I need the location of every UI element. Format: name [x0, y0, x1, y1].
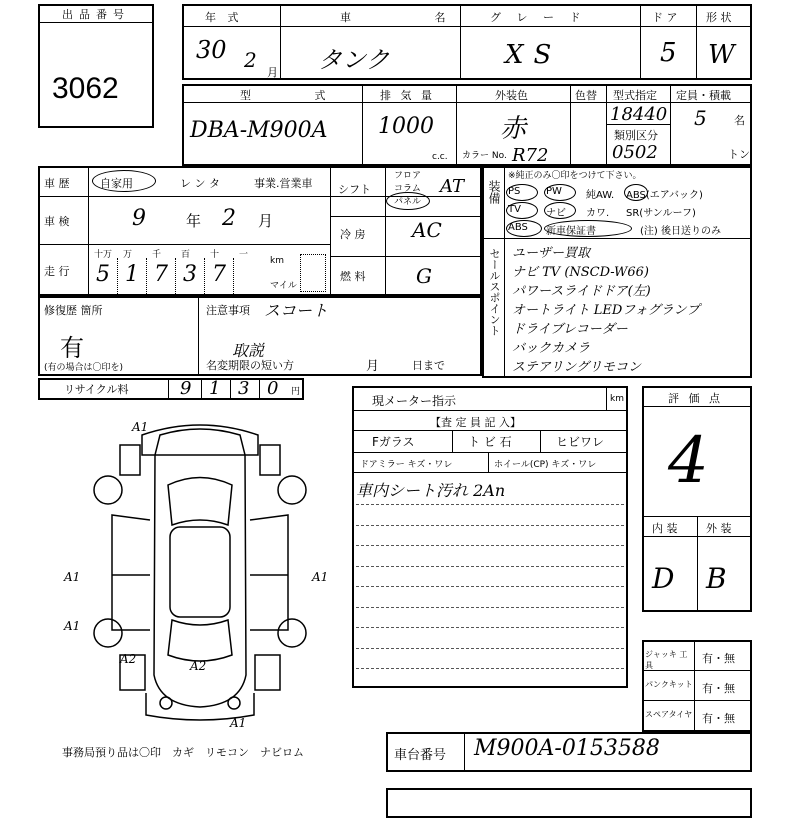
color-no-value: R72 [512, 145, 549, 166]
inspection-month-value: 2 [222, 206, 236, 231]
bottom-note: 事務局預り品は〇印 カギ リモコン ナビロム [62, 746, 304, 759]
cc-unit: c.c. [432, 152, 448, 162]
comment-line [356, 566, 624, 567]
comment-line [356, 627, 624, 628]
equipment-note: ※純正のみ〇印をつけて下さい。 [508, 171, 642, 181]
name-label: 車 名 [340, 11, 486, 24]
damage-mark: A1 [64, 570, 81, 584]
history-label: 車 歴 [44, 177, 70, 190]
persons-unit: 名 [734, 114, 745, 127]
interior-label: 内 装 [652, 522, 678, 535]
doors-value: 5 [660, 38, 677, 68]
repair-note: (有の場合は〇印を) [44, 363, 124, 373]
equipment-option: ナビ [546, 208, 566, 219]
shift-selected-circle [386, 192, 430, 210]
equipment-option: PW [546, 186, 562, 197]
inspector-col-chip: ト ビ 石 [468, 435, 512, 449]
grade-value: XS [505, 40, 562, 70]
month-unit: 月 [267, 66, 278, 79]
equipment-option: TV [508, 204, 521, 215]
mileage-digit: 3 [183, 262, 197, 287]
year-label: 年 式 [205, 11, 243, 24]
shift-option-floor: フロア [394, 171, 422, 181]
comment-line [356, 648, 624, 649]
class-value: 0502 [612, 142, 658, 163]
shift-option-panel: パネル [394, 197, 422, 207]
repair-label: 修復歴 箇所 [44, 304, 103, 317]
exterior-label: 外 装 [706, 522, 732, 535]
comment-line [356, 504, 624, 505]
meter-unit: km [610, 394, 624, 404]
class-label: 類別区分 [614, 129, 658, 142]
tool-value: 有・無 [702, 712, 735, 725]
color-no-label: カラー No. [462, 151, 507, 161]
equipment-selected-circle [506, 220, 542, 237]
ac-value: AC [412, 218, 442, 242]
sales-points-label: セールスポイント [488, 248, 501, 336]
shift-label: シフト [338, 183, 371, 196]
comment-line [356, 586, 624, 587]
mileage-divider [175, 258, 176, 296]
score-value: 4 [668, 424, 709, 498]
equipment-selected-circle [544, 184, 576, 201]
sales-point-item: ドライブレコーダー [512, 322, 628, 337]
damage-mark: A1 [230, 716, 247, 730]
inspector-col-fglass: Fガラス [372, 435, 415, 449]
ton-unit: トン [728, 148, 750, 161]
notes-value: スコート [264, 301, 329, 320]
model-value: DBA-M900A [190, 118, 328, 143]
mile-checkbox[interactable] [300, 254, 326, 292]
fuel-value: G [416, 264, 432, 288]
mileage-digit-label: 一 [239, 250, 249, 260]
mileage-label: 走 行 [44, 265, 70, 278]
shift-value: AT [440, 176, 465, 197]
inspector-comment: 車内シート汚れ 2An [356, 481, 506, 500]
listing-number: 3062 [52, 72, 119, 105]
recycle-digit: 0 [267, 378, 279, 399]
exterior-value: B [706, 562, 727, 595]
car-damage-diagram [50, 415, 350, 735]
sales-point-item: ステアリングリモコン [512, 360, 641, 375]
recycle-digit: 9 [180, 378, 192, 399]
history-option-private: 自家用 [100, 177, 133, 190]
name-change-day-unit: 日まで [412, 359, 445, 372]
shape-value: W [708, 40, 735, 70]
meter-label: 現メーター指示 [372, 394, 457, 408]
interior-value: D [652, 562, 675, 595]
tool-value: 有・無 [702, 652, 735, 665]
inspection-month-unit: 月 [258, 212, 274, 230]
equipment-selected-circle [506, 202, 538, 219]
mileage-digit-label: 万 [123, 250, 133, 260]
damage-mark: A1 [64, 619, 81, 633]
mileage-digit: 1 [125, 262, 139, 287]
equipment-option: 純AW. [586, 190, 615, 201]
equipment-label: 装備 [487, 180, 501, 204]
inspection-label: 車 検 [44, 215, 70, 228]
sales-point-item: バックカメラ [512, 341, 591, 356]
sales-point-item: ユーザー買取 [512, 246, 591, 261]
recycle-divider [201, 378, 202, 400]
inspector-box [352, 386, 628, 688]
comment-line [356, 545, 624, 546]
mileage-divider [204, 258, 205, 296]
mileage-digit: 7 [212, 262, 226, 287]
equipment-selected-circle [544, 220, 632, 237]
history-option-rental: レ ン タ [180, 177, 220, 190]
damage-mark: A2 [190, 659, 207, 673]
damage-mark: A2 [120, 652, 137, 666]
damage-mark: A1 [312, 570, 329, 584]
comment-line [356, 668, 624, 669]
model-label: 型 式 [240, 89, 356, 102]
history-selected-circle [92, 170, 156, 192]
inspector-title: 【査 定 員 記 入】 [430, 416, 521, 429]
mileage-digit: 5 [96, 262, 110, 287]
capacity-label: 定員・積載 [676, 89, 731, 102]
equipment-selected-circle [506, 184, 538, 201]
mileage-divider [146, 258, 147, 296]
grade-label: グ レ ー ド [490, 11, 587, 24]
notes-label: 注意事項 [206, 304, 250, 317]
inspection-year-value: 9 [132, 206, 146, 231]
equipment-option: PS [508, 186, 521, 197]
tool-label: パンクキット [645, 680, 693, 689]
name-change-month-unit: 月 [366, 359, 380, 374]
chassis-value: M900A-0153588 [474, 736, 660, 761]
inspection-year-unit: 年 [186, 212, 202, 230]
month-value: 2 [244, 48, 257, 72]
color-change-label: 色替 [575, 89, 597, 102]
damage-mark: A1 [132, 420, 149, 434]
score-label: 評 価 点 [668, 392, 723, 405]
comment-line [356, 525, 624, 526]
equipment-option: 新車保証書 [546, 226, 596, 237]
recycle-divider [230, 378, 231, 400]
name-change-label: 名変期限の短い方 [206, 359, 294, 372]
mileage-digit-label: 十 [210, 250, 220, 260]
bottom-partial-box [386, 788, 752, 818]
mileage-unit-km: km [270, 256, 284, 266]
equipment-selected-circle [544, 202, 576, 219]
mileage-divider [117, 258, 118, 296]
recycle-divider [259, 378, 260, 400]
tool-label: スペアタイヤ [645, 710, 693, 719]
inspector-col-crack: ヒビワレ [556, 435, 605, 449]
equipment-option: ABS(エアバック) [626, 190, 703, 201]
displacement-value: 1000 [378, 114, 434, 139]
inspector-sub-mirror: ドアミラー キズ・ワレ [360, 460, 453, 470]
chassis-label: 車台番号 [394, 748, 447, 763]
inspector-sub-wheel: ホイール(CP) キズ・ワレ [494, 460, 597, 470]
equipment-option: (注) 後日送りのみ [640, 226, 721, 237]
ext-color-label: 外装色 [495, 89, 528, 102]
history-option-business: 事業.営業車 [254, 177, 313, 190]
fuel-label: 燃 料 [340, 270, 366, 283]
mileage-divider [233, 258, 234, 296]
shift-option-column: コラム [394, 184, 421, 194]
recycle-digit: 1 [209, 378, 221, 399]
mileage-digit-label: 十万 [94, 250, 113, 260]
type-designation-value: 18440 [610, 104, 668, 125]
mileage-digit: 7 [154, 262, 168, 287]
ac-label: 冷 房 [340, 228, 366, 241]
sales-point-item: ナビ TV (NSCD-W66) [512, 265, 649, 280]
equipment-option: カワ. [586, 208, 610, 219]
displacement-label: 排 気 量 [380, 89, 435, 102]
type-designation-label: 型式指定 [613, 89, 657, 102]
mileage-digit-label: 千 [152, 250, 162, 260]
equipment-option: ABS [508, 222, 528, 233]
equipment-selected-circle [624, 184, 648, 201]
doors-label: ド ア [652, 11, 678, 24]
recycle-unit: 円 [291, 387, 301, 397]
mileage-unit-mile: マイル [270, 281, 297, 291]
recycle-label: リサイクル料 [64, 383, 129, 396]
ext-color-value: 赤 [500, 114, 527, 144]
equipment-option: SR(サンルーフ) [626, 208, 696, 219]
repair-value: 有 [60, 334, 84, 362]
name-change-value: 取説 [232, 341, 265, 360]
capacity-value: 5 [694, 106, 707, 130]
tool-value: 有・無 [702, 682, 735, 695]
sales-point-item: オートライト LEDフォグランプ [512, 303, 700, 318]
comment-line [356, 607, 624, 608]
recycle-digit: 3 [238, 378, 250, 399]
year-value: 30 [196, 36, 227, 64]
listing-label: 出品番号 [62, 8, 130, 21]
tool-label: ジャッキ 工 具 [645, 650, 688, 670]
shape-label: 形 状 [706, 11, 732, 24]
car-name-value: タンク [318, 46, 390, 74]
mileage-digit-label: 百 [181, 250, 191, 260]
sales-point-item: パワースライドドア(左) [512, 284, 651, 299]
